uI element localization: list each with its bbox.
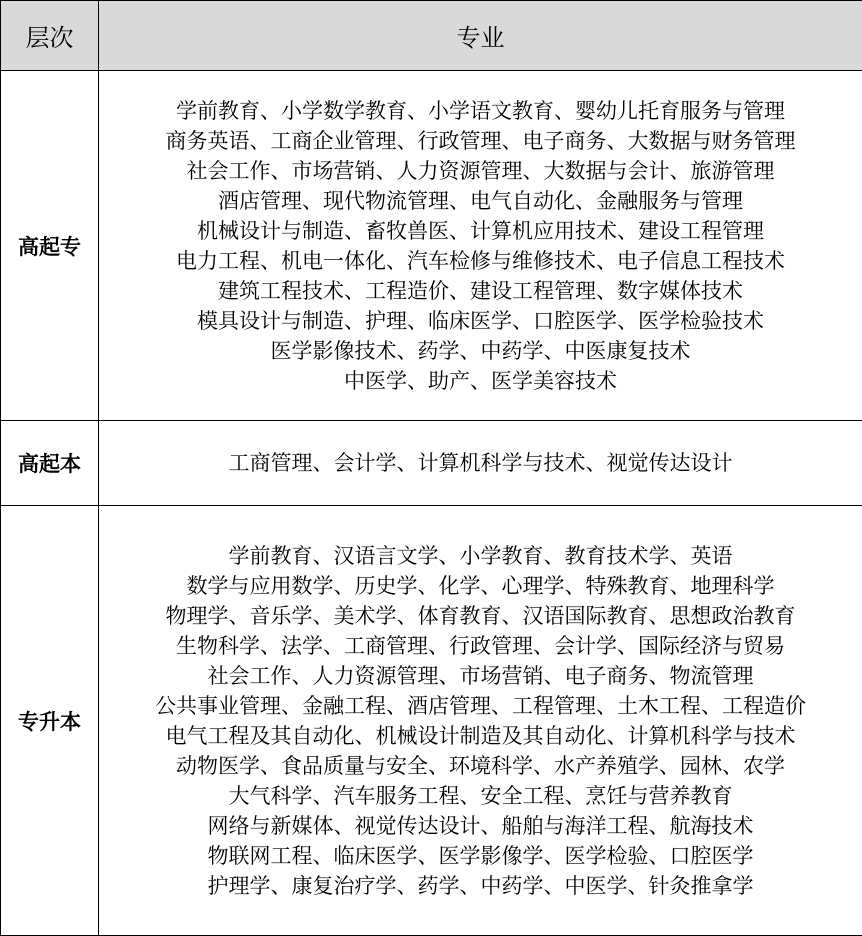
- table-row: [1, 71, 862, 421]
- major-line: 商务英语、工商企业管理、行政管理、电子商务、大数据与财务管理: [99, 126, 862, 156]
- major-line: 社会工作、市场营销、人力资源管理、大数据与会计、旅游管理: [99, 156, 862, 186]
- table-row: [1, 506, 862, 936]
- level-cell: 专升本: [1, 506, 99, 936]
- major-lines: [99, 541, 862, 901]
- major-line: 大气科学、汽车服务工程、安全工程、烹饪与营养教育: [99, 781, 862, 811]
- header-major: 专业: [99, 1, 862, 71]
- major-line: 电气工程及其自动化、机械设计制造及其自动化、计算机科学与技术: [99, 721, 862, 751]
- major-line: 社会工作、人力资源管理、市场营销、电子商务、物流管理: [99, 661, 862, 691]
- major-line: 公共事业管理、金融工程、酒店管理、工程管理、土木工程、工程造价: [99, 691, 862, 721]
- major-line: 工商管理、会计学、计算机科学与技术、视觉传达设计: [99, 448, 862, 478]
- level-cell: 高起本: [1, 421, 99, 506]
- major-line: 物联网工程、临床医学、医学影像学、医学检验、口腔医学: [99, 841, 862, 871]
- major-line: 机械设计与制造、畜牧兽医、计算机应用技术、建设工程管理: [99, 216, 862, 246]
- major-cell: [99, 71, 862, 421]
- major-line: 数学与应用数学、历史学、化学、心理学、特殊教育、地理科学: [99, 571, 862, 601]
- major-lines: [99, 448, 862, 478]
- major-line: 学前教育、小学数学教育、小学语文教育、婴幼儿托育服务与管理: [99, 96, 862, 126]
- major-line: 医学影像技术、药学、中药学、中医康复技术: [99, 336, 862, 366]
- header-level: 层次: [1, 1, 99, 71]
- level-cell: 高起专: [1, 71, 99, 421]
- major-cell: [99, 506, 862, 936]
- major-line: 电力工程、机电一体化、汽车检修与维修技术、电子信息工程技术: [99, 246, 862, 276]
- major-line: 护理学、康复治疗学、药学、中药学、中医学、针灸推拿学: [99, 871, 862, 901]
- major-lines: [99, 96, 862, 396]
- major-line: 学前教育、汉语言文学、小学教育、教育技术学、英语: [99, 541, 862, 571]
- major-cell: [99, 421, 862, 506]
- table-row: [1, 421, 862, 506]
- major-line: 网络与新媒体、视觉传达设计、船舶与海洋工程、航海技术: [99, 811, 862, 841]
- major-line: 模具设计与制造、护理、临床医学、口腔医学、医学检验技术: [99, 306, 862, 336]
- header-row: [1, 1, 862, 71]
- major-line: 酒店管理、现代物流管理、电气自动化、金融服务与管理: [99, 186, 862, 216]
- major-line: 中医学、助产、医学美容技术: [99, 366, 862, 396]
- major-line: 建筑工程技术、工程造价、建设工程管理、数字媒体技术: [99, 276, 862, 306]
- major-line: 物理学、音乐学、美术学、体育教育、汉语国际教育、思想政治教育: [99, 601, 862, 631]
- major-line: 动物医学、食品质量与安全、环境科学、水产养殖学、园林、农学: [99, 751, 862, 781]
- major-line: 生物科学、法学、工商管理、行政管理、会计学、国际经济与贸易: [99, 631, 862, 661]
